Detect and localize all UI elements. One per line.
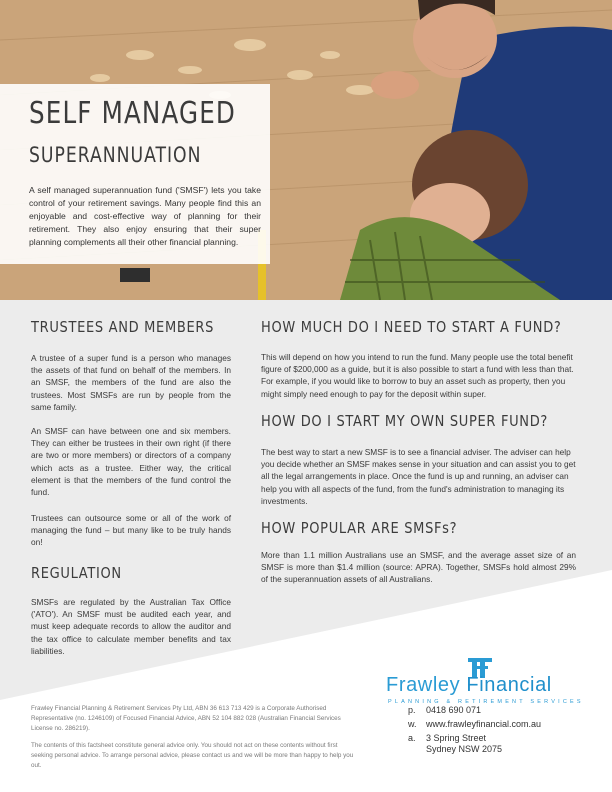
logo-word-frawley: Frawley bbox=[386, 674, 461, 696]
how-much-paragraph: This will depend on how you intend to run the fund. Many people use the total benefit figure of $200,000 as a guide, but it is also possible to start a fund with less than that. For example, if you would like to borrow to buy an asset such as property, then you might simply need enough to pay for the deposit within super. bbox=[261, 352, 574, 399]
contact-address-2 bbox=[408, 744, 502, 755]
heading-how-much: HOW MUCH DO I NEED TO START A FUND? bbox=[261, 318, 562, 336]
contact-web bbox=[408, 719, 541, 730]
contact-phone-label: p. bbox=[408, 705, 416, 715]
intro-paragraph: A self managed superannuation fund ('SMSF') lets you take control of your retirement savings. Many people find this an enjoyable and cost-effective way of planning for their retirement. They also enjoy ensuring that their super planning complements all their other financial planning. bbox=[29, 185, 261, 247]
how-start-paragraph: The best way to start a new SMSF is to see a financial adviser. The adviser can help you decide whether an SMSF makes sense in your situation and can assist you to get all the legal arrangements in place. Once the fund is up and running, an adviser can help you with all aspects of the fund, from the fund's administration to managing its investments. bbox=[261, 447, 576, 506]
contact-phone-value[interactable]: 0418 690 071 bbox=[426, 705, 482, 715]
contact-web-label: w. bbox=[408, 719, 417, 729]
heading-how-start: HOW DO I START MY OWN SUPER FUND? bbox=[261, 412, 549, 430]
disclaimer-advice: The contents of this factsheet constitute general advice only. You should not act on these contents without first seeking personal advice. To arrange personal advice, please contact us and we will be more than happy to help you out. bbox=[31, 742, 354, 769]
popular-paragraph: More than 1.1 million Australians use an SMSF, and the average asset size of an SMSF is more than $1.4 million (source: APRA). Together, SMSFs hold almost 29% of the superannuation assets of all Australians. bbox=[261, 550, 576, 585]
contact-address-line2: Sydney NSW 2075 bbox=[426, 744, 503, 754]
heading-trustees: TRUSTEES AND MEMBERS bbox=[31, 318, 215, 336]
heading-popular: HOW POPULAR ARE SMSFs? bbox=[261, 519, 458, 537]
heading-regulation: REGULATION bbox=[31, 564, 122, 582]
logo-tagline: PLANNING & RETIREMENT SERVICES bbox=[388, 699, 584, 705]
regulation-paragraph: SMSFs are regulated by the Australian Tax Office ('ATO'). An SMSF must be audited each year, and must keep adequate records to allow the auditor and the tax office to calculate member benefits and tax liabilities. bbox=[31, 597, 231, 656]
frawley-logo-wordmark bbox=[386, 674, 552, 697]
contact-address bbox=[408, 733, 486, 744]
contact-phone bbox=[408, 705, 481, 716]
trustees-paragraph-1: A trustee of a super fund is a person who manages the assets of that fund on behalf of the members. In an SMSF, the members of the fund are also the trustees. Most SMSFs are run by people from the same family. bbox=[31, 353, 231, 412]
logo-word-financial: Financial bbox=[466, 674, 552, 696]
page-subtitle: SUPERANNUATION bbox=[29, 143, 202, 167]
trustees-paragraph-3: Trustees can outsource some or all of the work of managing the fund – but many like to be truly hands on! bbox=[31, 513, 231, 548]
page-title: SELF MANAGED bbox=[29, 96, 237, 131]
contact-address-label: a. bbox=[408, 733, 416, 743]
disclaimer-licence: Frawley Financial Planning & Retirement Services Pty Ltd, ABN 36 613 713 429 is a Corporate Authorised Representative (no. 1246109) of Focused Financial Advice, ABN 52 104 882 028 (Australian Financial Services License no. 286219). bbox=[31, 705, 341, 732]
contact-address-line1: 3 Spring Street bbox=[426, 733, 487, 743]
contact-web-link[interactable]: www.frawleyfinancial.com.au bbox=[426, 719, 542, 729]
trustees-paragraph-2: An SMSF can have between one and six members. They can either be trustees in their own right (if there are two or more members) or directors of a company which acts as a trustee. Either way, the critical element is that the members of the fund control the fund. bbox=[31, 426, 231, 498]
